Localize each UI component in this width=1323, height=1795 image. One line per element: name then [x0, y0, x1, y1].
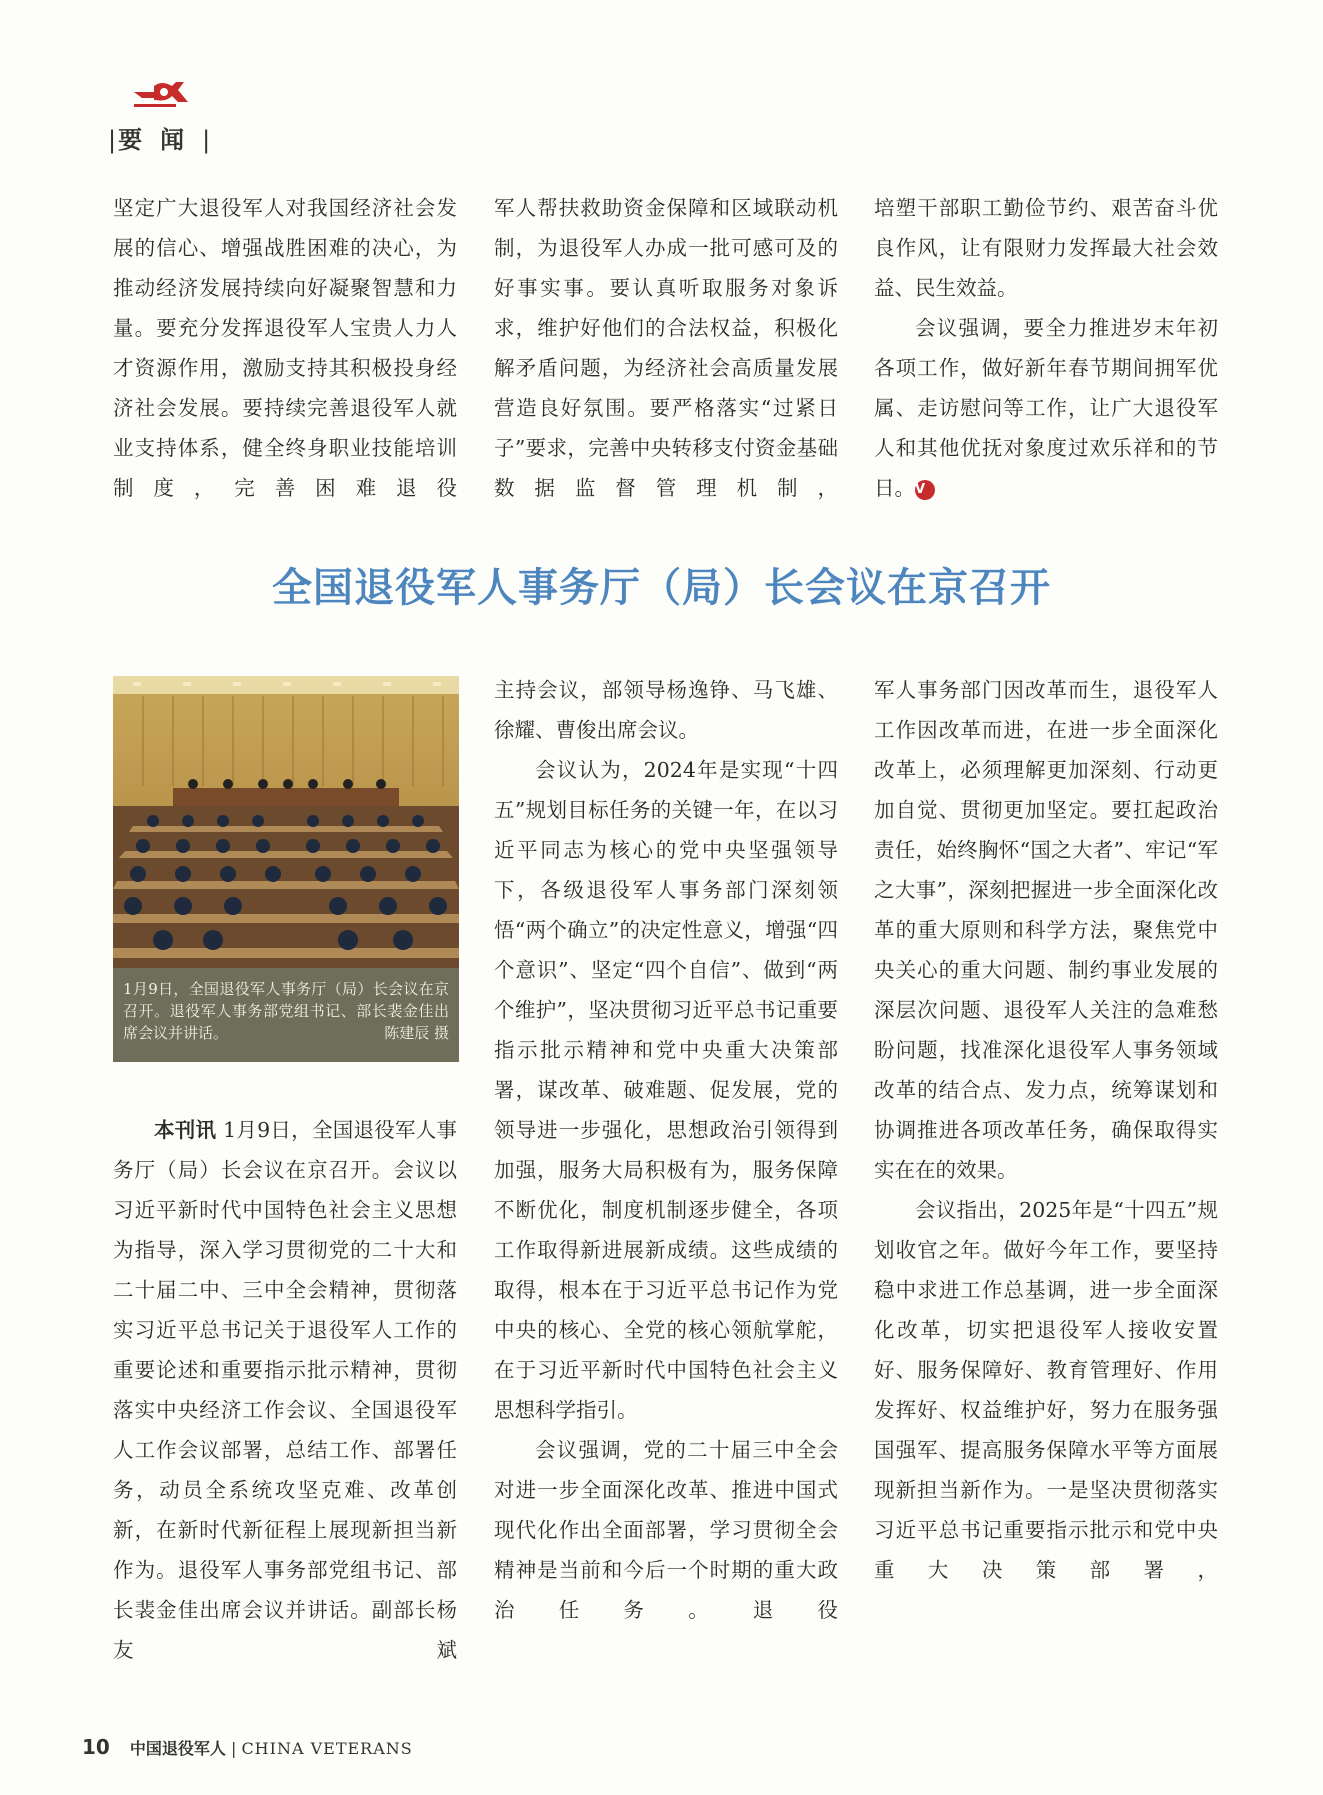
end-mark-icon: V [915, 480, 935, 500]
paragraph: 培塑干部职工勤俭节约、艰苦奋斗优良作风，让有限财力发挥最大社会效益、民生效益。 [874, 196, 1218, 300]
paragraph: 军人事务部门因改革而生，退役军人工作因改革而进，在进一步全面深化改革上，必须理解更加深刻、行动更加自觉、贯彻更加坚定。要扛起政治责任，始终胸怀“国之大者”、牢记“军之大事”，深刻把握进一步全面深化改革的重大原则和科学方法，聚焦党中央关心的重大问题、制约事业发展的深层次问题、退役军人关注的急难愁盼问题，找准深化退役军人事务领域改革的结合点、发力点，统筹谋划和协调推进各项改革任务，确保取得实实在在的效果。 [874, 678, 1218, 1182]
paragraph: 会议指出，2025年是“十四五”规划收官之年。做好今年工作，要坚持稳中求进工作总基调，进一步全面深化改革，切实把退役军人接收安置好、服务保障好、教育管理好、作用发挥好、权益维护好，努力在服务强国强军、提高服务保障水平等方面展现新担当新作为。一是坚决贯彻落实习近平总书记重要指示批示和党中央重大决策部署， [874, 1198, 1218, 1582]
section-tag: |要闻| [108, 126, 213, 154]
magazine-logo [132, 78, 190, 112]
article-column-3 [874, 670, 1218, 1590]
paragraph: 会议认为，2024年是实现“十四五”规划目标任务的关键一年，在以习近平同志为核心的党中央坚强领导下，各级退役军人事务部门深刻领悟“两个确立”的决定性意义，增强“四个意识”、坚定“四个自信”、做到“两个维护”，坚决贯彻习近平总书记重要指示批示精神和党中央重大决策部署，谋改革、破难题、促发展，党的领导进一步强化，思想政治引领得到加强，服务大局积极有为，服务保障不断优化，制度机制逐步健全，各项工作取得新进展新成绩。这些成绩的取得，根本在于习近平总书记作为党中央的核心、全党的核心领航掌舵，在于习近平新时代中国特色社会主义思想科学指引。 [494, 758, 838, 1422]
top-column-3 [874, 188, 1218, 508]
paragraph: 会议强调，要全力推进岁末年初各项工作，做好新年春节期间拥军优属、走访慰问等工作，让广大退役军人和其他优抚对象度过欢乐祥和的节日。V [874, 316, 1218, 500]
article-column-1 [113, 1110, 457, 1670]
article-column-2 [494, 670, 838, 1630]
lead-label: 本刊讯 [154, 1118, 217, 1142]
top-column-2 [494, 188, 838, 508]
section-label: 要闻 [118, 126, 203, 154]
page-footer: 10 中国退役军人 | CHINA VETERANS [82, 1735, 413, 1759]
article-headline: 全国退役军人事务厅（局）长会议在京召开 [272, 564, 1051, 611]
photo-caption: 1月9日，全国退役军人事务厅（局）长会议在京召开。退役军人事务部党组书记、部长裴金佳出席会议并讲话。 陈建辰 摄 [113, 968, 459, 1062]
photo-credit: 陈建辰 摄 [384, 1024, 449, 1042]
page-number: 10 [82, 1735, 110, 1759]
magazine-name-en: CHINA VETERANS [241, 1739, 413, 1758]
paragraph: 坚定广大退役军人对我国经济社会发展的信心、增强战胜困难的决心，为推动经济发展持续向好凝聚智慧和力量。要充分发挥退役军人宝贵人力人才资源作用，激励支持其积极投身经济社会发展。要持续完善退役军人就业支持体系，健全终身职业技能培训制度，完善困难退役 [113, 196, 457, 500]
paragraph: 军人帮扶救助资金保障和区域联动机制，为退役军人办成一批可感可及的好事实事。要认真听取服务对象诉求，维护好他们的合法权益，积极化解矛盾问题，为经济社会高质量发展营造良好氛围。要严格落实“过紧日子”要求，完善中央转移支付资金基础数据监督管理机制， [494, 196, 838, 500]
paragraph: 会议强调，党的二十届三中全会对进一步全面深化改革、推进中国式现代化作出全面部署，学习贯彻全会精神是当前和今后一个时期的重大政治任务。退役 [494, 1438, 838, 1622]
magazine-name-cn: 中国退役军人 [129, 1739, 226, 1758]
top-column-1 [113, 188, 457, 508]
paragraph: 主持会议，部领导杨逸铮、马飞雄、徐耀、曹俊出席会议。 [494, 678, 838, 742]
paragraph: 本刊讯 1月9日，全国退役军人事务厅（局）长会议在京召开。会议以习近平新时代中国特色社会主义思想为指导，深入学习贯彻党的二十大和二十届二中、三中全会精神，贯彻落实习近平总书记关于退役军人工作的重要论述和重要指示批示精神，贯彻落实中央经济工作会议、全国退役军人工作会议部署，总结工作、部署任务，动员全系统攻坚克难、改革创新，在新时代新征程上展现新担当新作为。退役军人事务部党组书记、部长裴金佳出席会议并讲话。副部长杨友斌 [113, 1118, 457, 1662]
meeting-photo [113, 676, 459, 1062]
conference-hall-image [113, 676, 459, 968]
